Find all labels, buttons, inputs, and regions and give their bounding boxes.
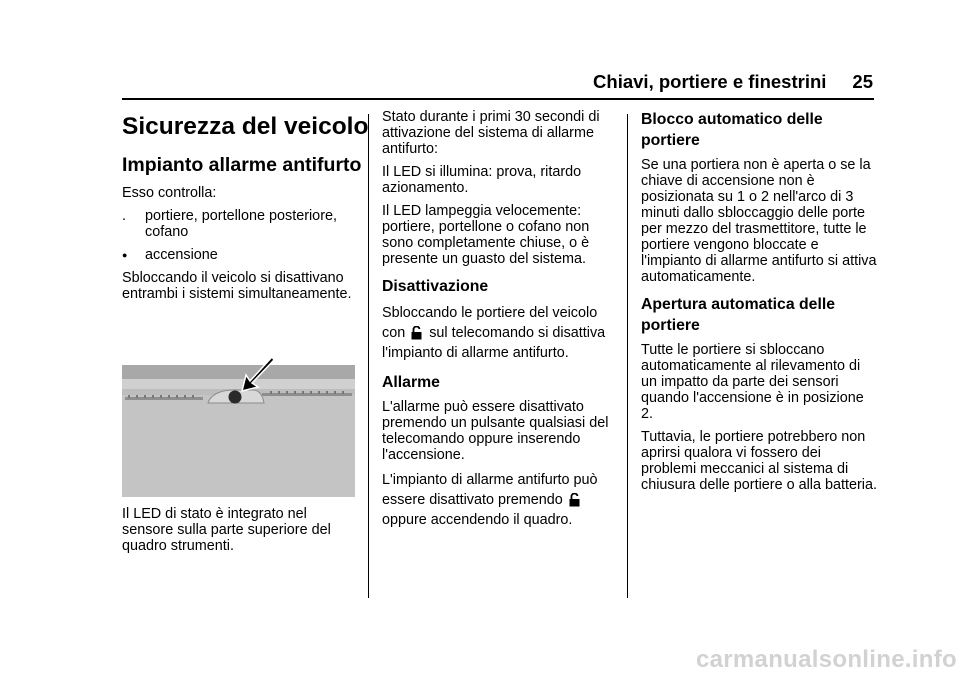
- text-run: Sbloccando le portiere del veicolo con: [382, 305, 598, 341]
- intro-text: Esso controlla:: [122, 185, 217, 201]
- unlock-icon: [568, 493, 581, 507]
- unlock-icon: [410, 326, 423, 340]
- page-number: 25: [852, 71, 873, 92]
- paragraph: Tutte le portiere si sbloccano automaticamente al rilevamento di un impatto da parte dei sensori quando l'accensione è in posizione 2.: [641, 342, 864, 422]
- sub-heading: Impianto allarme antifurto: [122, 154, 362, 176]
- paragraph: Il LED lampeggia velocemente: portiere, portellone o cofano non sono completamente chiuse, o è presente un guasto del sistema.: [382, 203, 590, 267]
- paragraph: Se una portiera non è aperta o se la chiave di accensione non è posizionata su 1 o 2 nell'arco di 3 minuti dallo sbloccaggio delle porte per mezzo del trasmettitore, tutte le portiere vengono bloccate e l'impianto di allarme antifurto si attiva automaticamente.: [641, 157, 877, 285]
- heading-allarme: Allarme: [382, 374, 440, 391]
- heading-apertura: Apertura automatica delle portiere: [641, 296, 836, 334]
- column-divider-1: [368, 114, 369, 598]
- photo-caption-block: [122, 506, 358, 561]
- bullet-marker: ●: [122, 250, 128, 260]
- section-title: Chiavi, portiere e finestrini: [593, 71, 827, 92]
- bullet-text: accensione: [145, 247, 218, 263]
- paragraph: [382, 470, 618, 530]
- bullet-marker: .: [122, 208, 126, 224]
- paragraph: L'allarme può essere disattivato premendo un pulsante qualsiasi del telecomando oppure inserendo l'accensione.: [382, 399, 609, 463]
- list-item: [122, 208, 358, 240]
- text-run: L'impianto di allarme antifurto può essere disattivato premendo: [382, 472, 598, 508]
- list-item: [122, 247, 358, 263]
- paragraph: Sbloccando il veicolo si disattivano entrambi i sistemi simultaneamente.: [122, 270, 352, 302]
- dashboard-sensor-photo: [122, 355, 355, 497]
- paragraph: Il LED si illumina: prova, ritardo azionamento.: [382, 164, 582, 196]
- column-1: [122, 112, 369, 309]
- photo-caption: Il LED di stato è integrato nel sensore sulla parte superiore del quadro strumenti.: [122, 506, 331, 554]
- heading-disattivazione: Disattivazione: [382, 278, 489, 295]
- text-run: sul telecomando si disattiva l'impianto di allarme antifurto.: [382, 325, 606, 361]
- watermark: carmanualsonline.info: [695, 646, 957, 673]
- header-rule: [122, 98, 874, 100]
- column-3: [641, 107, 877, 500]
- column-divider-2: [627, 114, 628, 598]
- main-heading: Sicurezza del veicolo: [122, 113, 369, 140]
- heading-blocco: Blocco automatico delle portiere: [641, 111, 823, 149]
- page-header: [590, 71, 873, 93]
- paragraph: [382, 303, 618, 363]
- paragraph: Stato durante i primi 30 secondi di attivazione del sistema di allarme antifurto:: [382, 109, 600, 157]
- text-run: oppure accendendo il quadro.: [382, 512, 573, 528]
- bullet-text: portiere, portellone posteriore, cofano: [145, 208, 337, 240]
- column-2: [382, 109, 618, 537]
- paragraph: Tuttavia, le portiere potrebbero non aprirsi qualora vi fossero dei problemi meccanici al sistema di chiusura delle portiere o alla batteria.: [641, 429, 877, 493]
